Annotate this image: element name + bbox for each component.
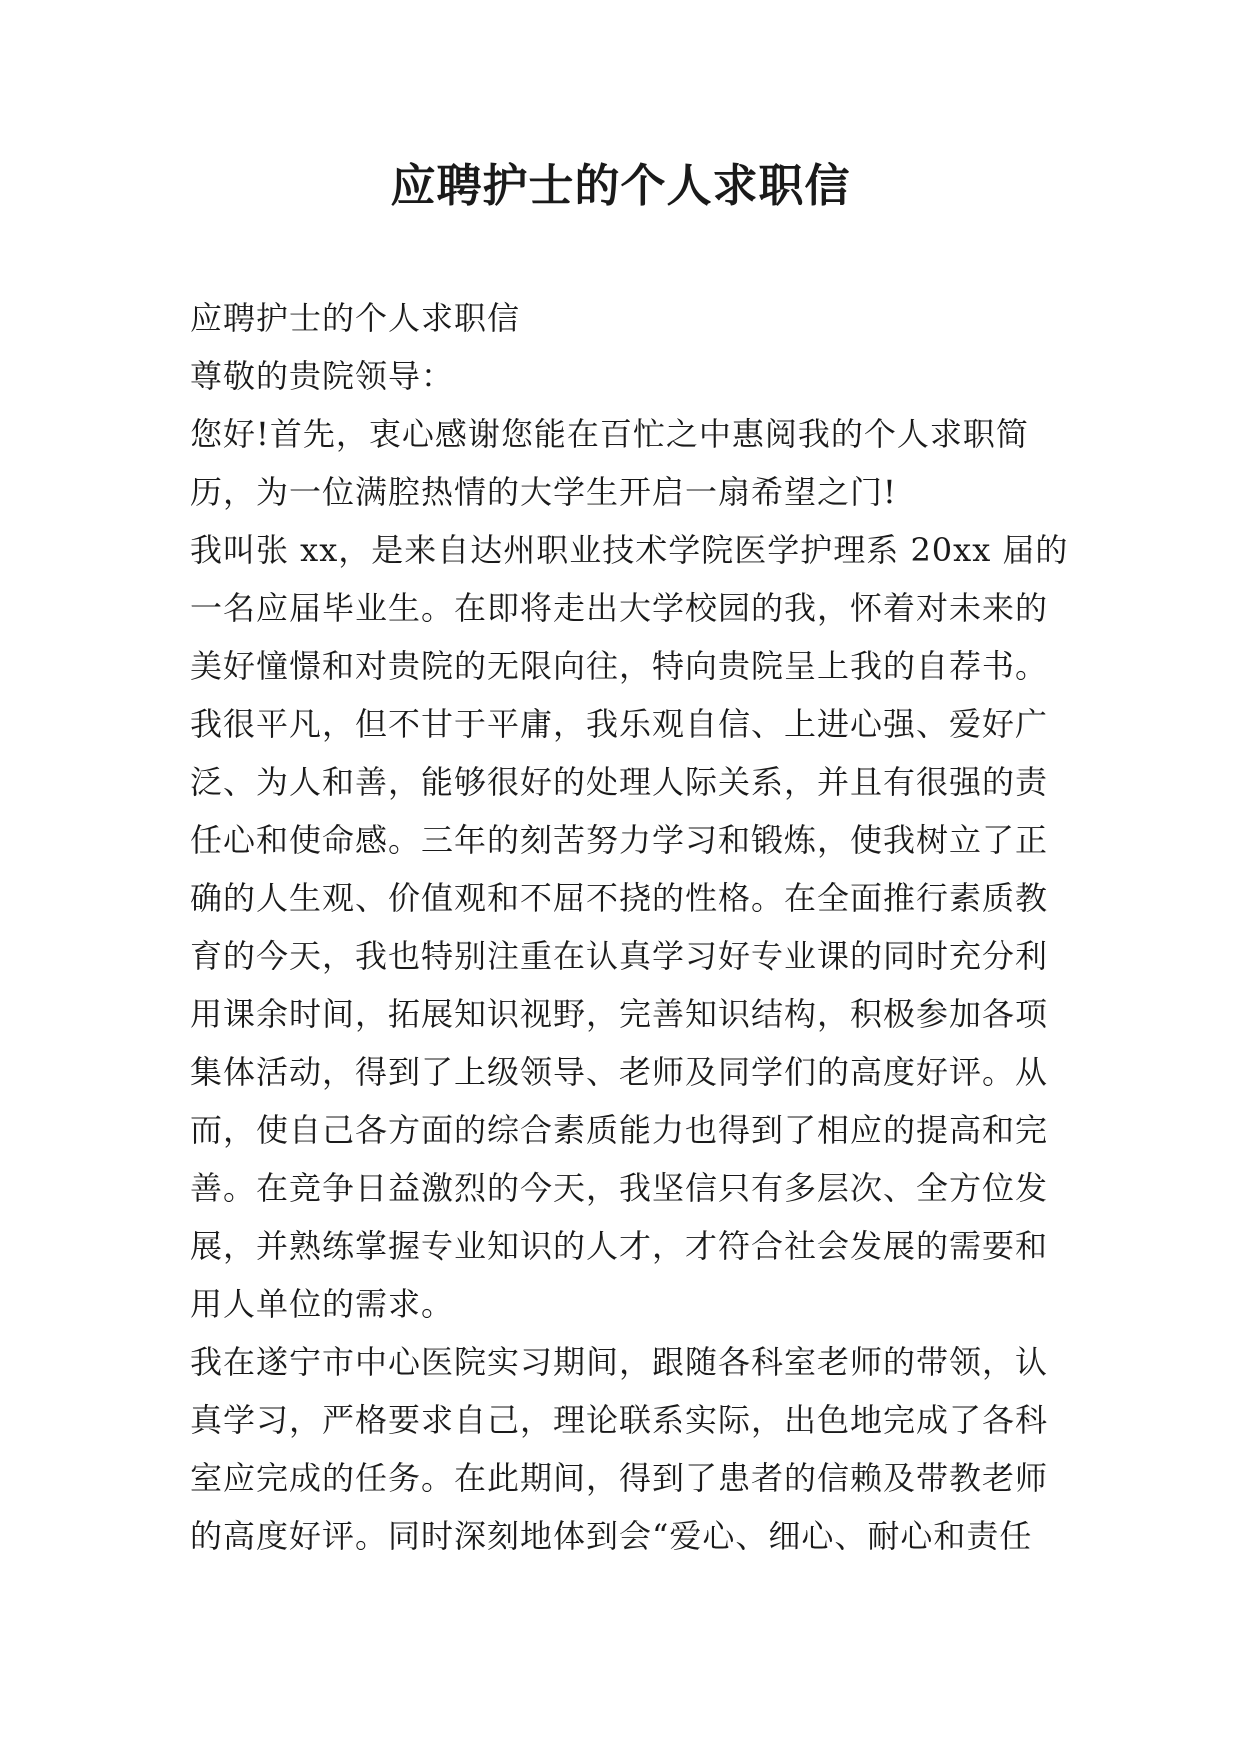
- text-line: 展，并熟练掌握专业知识的人才，才符合社会发展的需要和: [190, 1227, 1049, 1265]
- text-line: 一名应届毕业生。在即将走出大学校园的我，怀着对未来的: [190, 589, 1049, 627]
- text-line: 而，使自己各方面的综合素质能力也得到了相应的提高和完: [190, 1111, 1049, 1149]
- text-line: 任心和使命感。三年的刻苦努力学习和锻炼，使我树立了正: [190, 821, 1049, 859]
- paragraph-salutation: [190, 347, 1070, 405]
- paragraph-introduction: [190, 521, 1070, 695]
- text-line: 美好憧憬和对贵院的无限向往，特向贵院呈上我的自荐书。: [190, 647, 1049, 685]
- paragraph-heading: [190, 289, 1070, 347]
- text-line: 应聘护士的个人求职信: [190, 299, 521, 337]
- text-line: 我在遂宁市中心医院实习期间，跟随各科室老师的带领，认: [190, 1343, 1049, 1381]
- paragraph-personality: [190, 695, 1070, 1333]
- text-line: 我很平凡，但不甘于平庸，我乐观自信、上进心强、爱好广: [190, 705, 1049, 743]
- paragraph-greeting: [190, 405, 1070, 521]
- text-line: 我叫张 xx，是来自达州职业技术学院医学护理系 20xx 届的: [190, 531, 1069, 569]
- text-line: 集体活动，得到了上级领导、老师及同学们的高度好评。从: [190, 1053, 1049, 1091]
- text-line: 用课余时间，拓展知识视野，完善知识结构，积极参加各项: [190, 995, 1049, 1033]
- paragraph-internship: [190, 1333, 1070, 1565]
- text-line: 真学习，严格要求自己，理论联系实际，出色地完成了各科: [190, 1401, 1049, 1439]
- document-title: 应聘护士的个人求职信: [390, 159, 851, 212]
- text-line: 育的今天，我也特别注重在认真学习好专业课的同时充分利: [190, 937, 1049, 975]
- text-line: 善。在竞争日益激烈的今天，我坚信只有多层次、全方位发: [190, 1169, 1049, 1207]
- text-line: 泛、为人和善，能够很好的处理人际关系，并且有很强的责: [190, 763, 1049, 801]
- text-line: 室应完成的任务。在此期间，得到了患者的信赖及带教老师: [190, 1459, 1049, 1497]
- text-line: 尊敬的贵院领导：: [190, 357, 455, 395]
- text-line: 历，为一位满腔热情的大学生开启一扇希望之门!: [190, 473, 897, 511]
- text-line: 确的人生观、价值观和不屈不挠的性格。在全面推行素质教: [190, 879, 1049, 917]
- text-line: 的高度好评。同时深刻地体到会“爱心、细心、耐心和责任: [190, 1517, 1033, 1555]
- document-body: [190, 289, 1070, 1565]
- text-line: 用人单位的需求。: [190, 1285, 455, 1323]
- text-line: 您好!首先，衷心感谢您能在百忙之中惠阅我的个人求职简: [190, 415, 1029, 453]
